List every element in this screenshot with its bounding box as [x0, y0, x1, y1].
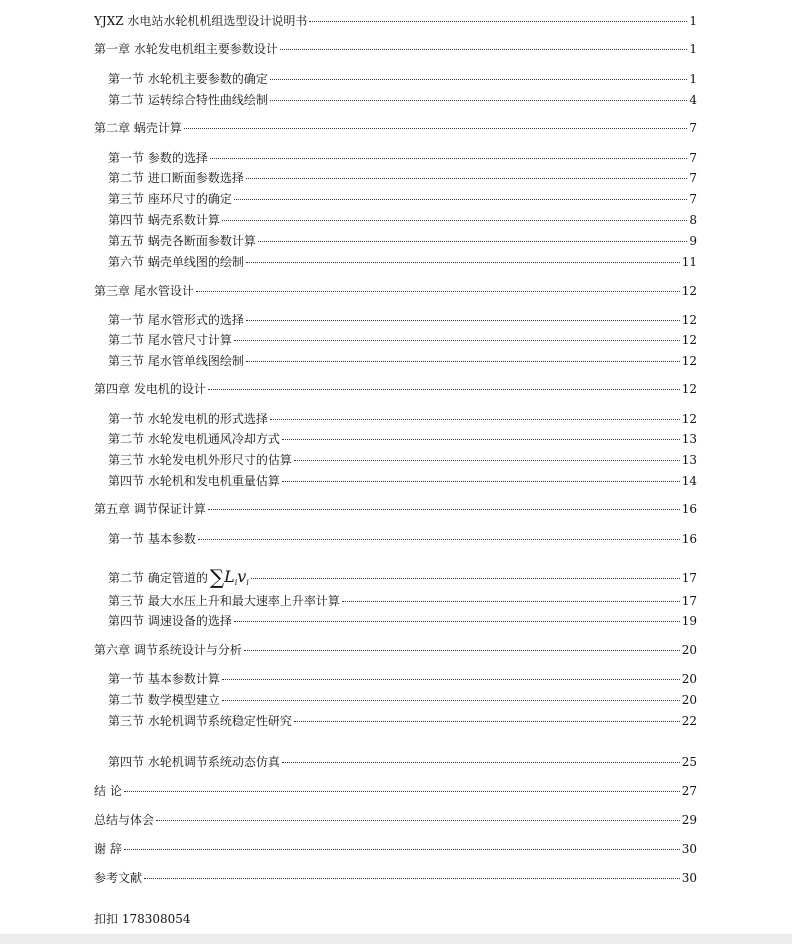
toc-entry-title: 第三节 尾水管单线图绘制 [108, 354, 244, 368]
toc-page-number: 7 [689, 121, 697, 135]
toc-page-number: 25 [681, 755, 697, 769]
dot-leader [246, 178, 688, 179]
toc-entry-title: 第一节 基本参数计算 [108, 672, 220, 686]
formula-subscript-i: i [246, 578, 249, 587]
dot-leader [246, 361, 680, 362]
toc-entry-title: 第一节 参数的选择 [108, 151, 208, 165]
dot-leader [234, 199, 688, 200]
dot-leader [208, 509, 680, 510]
toc-section-entry[interactable] [108, 453, 697, 467]
formula-sigma: ∑ [209, 565, 225, 589]
dot-leader [234, 340, 680, 341]
toc-page-number: 19 [681, 614, 697, 628]
dot-leader [270, 419, 680, 420]
toc-entry-title: 第二节 进口断面参数选择 [108, 171, 244, 185]
toc-entry-title: 第五节 蜗壳各断面参数计算 [108, 234, 256, 248]
toc-entry-title: 第四章 发电机的设计 [94, 382, 206, 396]
dot-leader [282, 762, 680, 763]
toc-entry-title: 第四节 水轮机调节系统动态仿真 [108, 755, 280, 769]
toc-section-entry[interactable] [108, 594, 697, 608]
toc-entry-title: 结 论 [94, 784, 122, 798]
toc-entry-title: 第二节 确定管道的 [108, 571, 208, 585]
toc-chapter-entry[interactable] [94, 382, 697, 396]
dot-leader [222, 679, 680, 680]
toc-page-number: 7 [689, 171, 697, 185]
dot-leader [208, 389, 680, 390]
toc-page-number: 20 [681, 643, 697, 657]
toc-entry-title: 第二节 数学模型建立 [108, 693, 220, 707]
dot-leader [144, 878, 680, 879]
toc-chapter-entry[interactable] [94, 502, 697, 516]
toc-section-entry[interactable] [108, 234, 697, 248]
toc-entry-title: 第二节 尾水管尺寸计算 [108, 333, 232, 347]
toc-entry-title: 第一章 水轮发电机组主要参数设计 [94, 42, 278, 56]
toc-section-entry[interactable] [108, 255, 697, 269]
toc-page-number: 7 [689, 192, 697, 206]
toc-page-number: 13 [681, 432, 697, 446]
toc-entry-title: 第三节 最大水压上升和最大速率上升率计算 [108, 594, 340, 608]
toc-chapter-entry[interactable] [94, 121, 697, 135]
toc-page-number: 9 [689, 234, 697, 248]
formula-subscript-i: i [234, 578, 238, 587]
toc-page-number: 29 [681, 813, 697, 827]
toc-section-entry[interactable] [108, 565, 697, 590]
toc-chapter-entry[interactable] [94, 871, 697, 885]
toc-section-entry[interactable] [108, 72, 697, 86]
dot-leader [258, 241, 688, 242]
toc-page-number: 12 [681, 284, 697, 298]
toc-entry-title: 第一节 尾水管形式的选择 [108, 313, 244, 327]
dot-leader [246, 262, 680, 263]
toc-page-number: 7 [689, 151, 697, 165]
toc-page-number: 12 [681, 354, 697, 368]
toc-section-entry[interactable] [108, 755, 697, 769]
toc-entry-title: 第一节 水轮机主要参数的确定 [108, 72, 268, 86]
formula-variable-l: L [224, 567, 235, 586]
toc-page-number: 20 [681, 672, 697, 686]
toc-chapter-entry[interactable] [94, 42, 697, 56]
toc-page-number: 17 [681, 571, 697, 585]
dot-leader [270, 79, 688, 80]
toc-entry-title: 参考文献 [94, 871, 143, 885]
toc-section-entry[interactable] [108, 614, 697, 628]
toc-page-number: 4 [689, 93, 697, 107]
toc-section-entry[interactable] [108, 693, 697, 707]
toc-page-number: 11 [681, 255, 697, 269]
toc-entry-title: 第二章 蜗壳计算 [94, 121, 182, 135]
dot-leader [196, 291, 680, 292]
toc-entry-title: 第一节 水轮发电机的形式选择 [108, 412, 268, 426]
dot-leader [184, 128, 688, 129]
toc-section-entry[interactable] [108, 192, 697, 206]
toc-entry-title: 第六章 调节系统设计与分析 [94, 643, 242, 657]
toc-page-number: 12 [681, 333, 697, 347]
toc-entry-title: 第二节 运转综合特性曲线绘制 [108, 93, 268, 107]
toc-entry-title: 谢 辞 [94, 842, 122, 856]
toc-section-entry[interactable] [108, 213, 697, 227]
toc-chapter-entry[interactable] [94, 842, 697, 856]
toc-page-number: 27 [681, 784, 697, 798]
toc-page-number: 30 [681, 871, 697, 885]
toc-page-number: 1 [689, 14, 697, 28]
dot-leader [280, 49, 688, 50]
toc-entry-title: YJXZ 水电站水轮机机组选型设计说明书 [94, 14, 308, 28]
toc-section-entry[interactable] [108, 171, 697, 185]
toc-page-number: 20 [681, 693, 697, 707]
toc-page-number: 14 [681, 474, 697, 488]
toc-section-entry[interactable] [108, 333, 697, 347]
dot-leader [156, 820, 680, 821]
toc-page-number: 13 [681, 453, 697, 467]
toc-section-entry[interactable] [108, 474, 697, 488]
toc-page-number: 16 [681, 502, 697, 516]
dot-leader [244, 650, 680, 651]
dot-leader [270, 100, 688, 101]
toc-chapter-entry[interactable] [94, 813, 697, 827]
toc-entry-title: 第三节 水轮机调节系统稳定性研究 [108, 714, 292, 728]
toc-section-entry[interactable] [108, 432, 697, 446]
toc-section-entry[interactable] [108, 151, 697, 165]
toc-page-number: 12 [681, 382, 697, 396]
toc-page-number: 1 [689, 42, 697, 56]
toc-section-entry[interactable] [108, 313, 697, 327]
toc-chapter-entry[interactable] [94, 14, 697, 28]
toc-page-number: 12 [681, 412, 697, 426]
toc-entry-title: 第五章 调节保证计算 [94, 502, 206, 516]
dot-leader [342, 601, 680, 602]
formula-variable-v: v [237, 567, 247, 586]
dot-leader [210, 158, 688, 159]
toc-page-number: 1 [689, 72, 697, 86]
dot-leader [309, 21, 687, 22]
toc-entry-title: 总结与体会 [94, 813, 155, 827]
toc-entry-title: 第四节 水轮机和发电机重量估算 [108, 474, 280, 488]
toc-page-number: 16 [681, 532, 697, 546]
dot-leader [234, 621, 680, 622]
dot-leader [124, 791, 680, 792]
sum-formula [209, 565, 249, 590]
dot-leader [294, 460, 680, 461]
dot-leader [124, 849, 680, 850]
toc-page-number: 12 [681, 313, 697, 327]
toc-entry-title: 第一节 基本参数 [108, 532, 196, 546]
toc-page-number: 30 [681, 842, 697, 856]
dot-leader [198, 539, 680, 540]
dot-leader [294, 721, 680, 722]
toc-entry-title: 第六节 蜗壳单线图的绘制 [108, 255, 244, 269]
toc-chapter-entry[interactable] [94, 284, 697, 298]
toc-entry-title: 第三节 座环尺寸的确定 [108, 192, 232, 206]
page-bottom-band [0, 934, 792, 944]
toc-section-entry[interactable] [108, 354, 697, 368]
toc-section-entry[interactable] [108, 714, 697, 728]
toc-section-entry[interactable] [108, 412, 697, 426]
dot-leader [282, 439, 680, 440]
toc-section-entry[interactable] [108, 93, 697, 107]
toc-section-entry[interactable] [108, 672, 697, 686]
toc-page-number: 22 [681, 714, 697, 728]
dot-leader [222, 220, 688, 221]
toc-section-entry[interactable] [108, 532, 697, 546]
dot-leader [282, 481, 680, 482]
toc-chapter-entry[interactable] [94, 784, 697, 798]
dot-leader [222, 700, 680, 701]
toc-entry-title: 第三节 水轮发电机外形尺寸的估算 [108, 453, 292, 467]
toc-entry-title: 第二节 水轮发电机通风冷却方式 [108, 432, 280, 446]
toc-entry-title: 第四节 调速设备的选择 [108, 614, 232, 628]
dot-leader [246, 320, 680, 321]
toc-chapter-entry[interactable] [94, 643, 697, 657]
footer-contact-note: 扣扣 178308054 [94, 912, 191, 926]
toc-entry-title: 第三章 尾水管设计 [94, 284, 194, 298]
toc-page-number: 8 [689, 213, 697, 227]
toc-page-number: 17 [681, 594, 697, 608]
dot-leader [251, 578, 680, 579]
toc-entry-title: 第四节 蜗壳系数计算 [108, 213, 220, 227]
